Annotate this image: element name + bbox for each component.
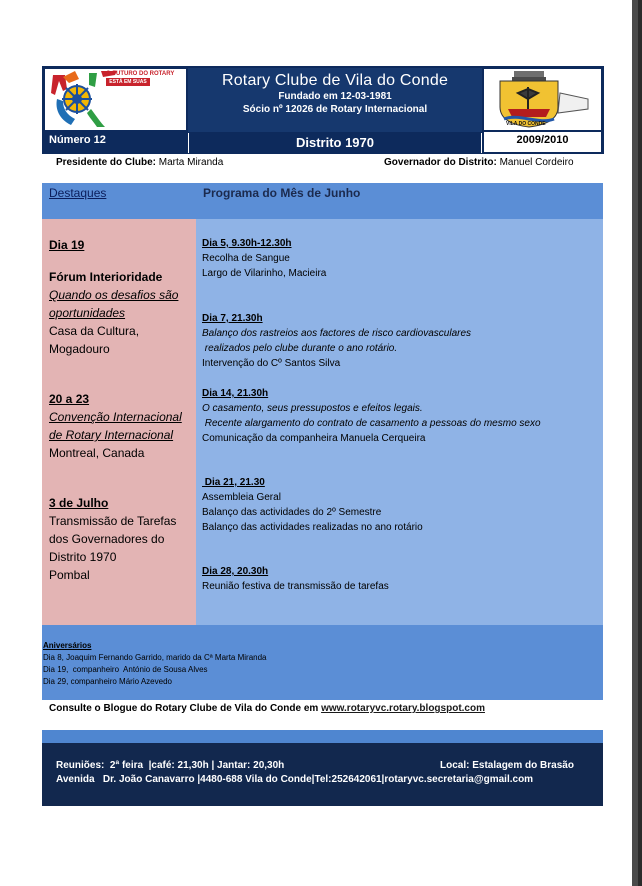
- highlight-2-subtitle: Convenção Internacional de Rotary Internacional: [49, 410, 182, 442]
- highlight-1-subtitle: Quando os desafios são oportunidades: [49, 288, 179, 320]
- highlight-3-place: Pombal: [49, 568, 90, 582]
- logo-slogan-1: O FUTURO DO ROTARY: [106, 71, 175, 77]
- birthdays: [43, 640, 267, 688]
- birthday-2: Dia 19, companheiro António de Sousa Alves: [43, 665, 208, 674]
- event-4-heading: Dia 21, 21.30: [202, 477, 265, 488]
- governor-name: Manuel Cordeiro: [496, 157, 574, 168]
- highlight-2-place: Montreal, Canada: [49, 446, 145, 460]
- member-number: Sócio nº 12026 de Rotary Internacional: [242, 104, 428, 115]
- event-3-line-3: Comunicação da companheira Manuela Cerqueira: [202, 433, 426, 444]
- event-3-heading: Dia 14, 21.30h: [202, 388, 269, 399]
- event-2-heading: Dia 7, 21.30h: [202, 313, 263, 324]
- event-1: [202, 236, 602, 281]
- event-5-line-1: Reunião festiva de transmissão de tarefas: [202, 581, 389, 592]
- blog-link[interactable]: www.rotaryvc.rotary.blogspot.com: [321, 703, 485, 714]
- governor-line: [384, 157, 574, 168]
- highlight-1: [49, 236, 194, 358]
- highlight-3: [49, 494, 194, 584]
- highlights-title: Destaques: [49, 186, 107, 200]
- highlight-3-text: Transmissão de Tarefas dos Governadores do Distrito 1970: [49, 514, 177, 564]
- highlight-1-title: Fórum Interioridade: [49, 270, 163, 284]
- program-title: Programa do Mês de Junho: [203, 186, 361, 200]
- crest-label: VILA DO CONDE: [506, 121, 546, 127]
- event-4-line-2: Balanço das actividades do 2º Semestre: [202, 507, 382, 518]
- year-label: 2009/2010: [516, 134, 569, 146]
- governor-label: Governador do Distrito:: [384, 157, 497, 168]
- event-1-line-1: Recolha de Sangue: [202, 253, 290, 264]
- founded-date: Fundado em 12-03-1981: [278, 91, 392, 102]
- district-label: Distrito 1970: [188, 133, 482, 153]
- highlight-1-day: Dia 19: [49, 238, 85, 252]
- event-2-line-1: Balanço dos rastreios aos factores de risco cardiovasculares: [202, 328, 472, 339]
- event-1-line-2: Largo de Vilarinho, Macieira: [202, 268, 327, 279]
- blog-text: Consulte o Blogue do Rotary Clube de Vila do Conde em: [49, 703, 322, 714]
- footer: [42, 743, 603, 806]
- highlight-2: [49, 390, 194, 462]
- footer-location: Local: Estalagem do Brasão: [440, 760, 574, 771]
- birthday-1: Dia 8, Joaquim Fernando Garrido, marido da Cª Marta Miranda: [43, 653, 267, 662]
- president-label: Presidente do Clube:: [56, 157, 157, 168]
- highlight-3-day: 3 de Julho: [49, 496, 109, 510]
- president-name: Marta Miranda: [156, 157, 224, 168]
- event-3: [202, 386, 602, 446]
- event-1-heading: Dia 5, 9.30h-12.30h: [202, 238, 292, 249]
- city-crest: [484, 69, 601, 130]
- birthdays-title: Aniversários: [43, 641, 92, 650]
- page-edge-dark: [638, 0, 642, 886]
- event-5-heading: Dia 28, 20.30h: [202, 566, 269, 577]
- club-title: Rotary Clube de Vila do Conde: [221, 72, 449, 89]
- logo-slogan-2: ESTÁ EM SUAS MÃOS: [106, 78, 150, 86]
- event-4: [202, 475, 602, 535]
- president-line: [56, 157, 223, 168]
- event-2-line-3: Intervenção do Cº Santos Silva: [202, 358, 341, 369]
- blog-line: [49, 703, 485, 714]
- event-3-line-1: O casamento, seus pressupostos e efeitos legais.: [202, 403, 423, 414]
- highlight-1-place: Casa da Cultura, Mogadouro: [49, 324, 140, 356]
- footer-address: Avenida Dr. João Canavarro |4480-688 Vila do Conde|Tel:252642061|rotaryvc.secretaria@gmail.com: [56, 774, 534, 785]
- birthday-3: Dia 29, companheiro Mário Azevedo: [43, 677, 172, 686]
- event-2-line-2: realizados pelo clube durante o ano rotário.: [202, 343, 398, 354]
- issue-number: Número 12: [49, 134, 106, 146]
- footer-band: [42, 730, 603, 743]
- event-4-line-1: Assembleia Geral: [202, 492, 281, 503]
- event-4-line-3: Balanço das actividades realizadas no ano rotário: [202, 522, 423, 533]
- event-2: [202, 311, 602, 371]
- title-block: [188, 68, 482, 132]
- event-5: [202, 564, 602, 594]
- footer-meetings: Reuniões: 2ª feira |café: 21,30h | Jantar: 20,30h: [56, 760, 285, 771]
- highlight-2-day: 20 a 23: [49, 392, 90, 406]
- event-3-line-2: Recente alargamento do contrato de casamento a pessoas do mesmo sexo: [202, 418, 541, 429]
- rotary-logo: [45, 69, 186, 130]
